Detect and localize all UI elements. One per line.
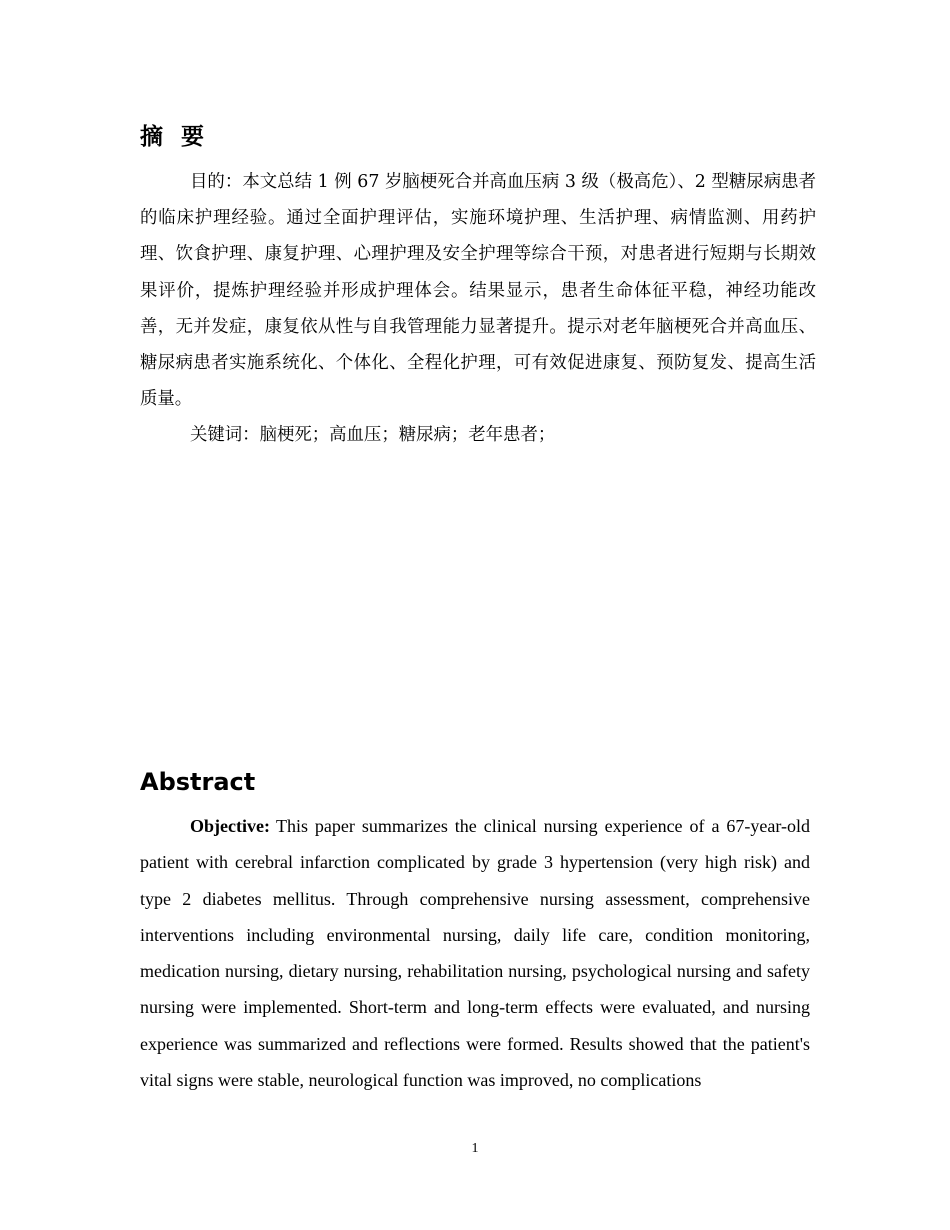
page-number: 1	[471, 1141, 479, 1156]
english-abstract-body	[140, 808, 810, 1098]
english-objective-label: Objective:	[190, 816, 270, 836]
chinese-abstract-heading: 摘要	[140, 124, 222, 150]
english-abstract-heading: Abstract	[140, 768, 256, 796]
english-objective-paragraph	[140, 808, 810, 1098]
chinese-objective-text: 本文总结 1 例 67 岁脑梗死合并高血压病 3 级（极高危）、2 型糖尿病患者的临床护理经验。通过全面护理评估，实施环境护理、生活护理、病情监测、用药护理、饮食护理、康复护理、心理护理及安全护理等综合干预，对患者进行短期与长期效果评价，提炼护理经验并形成护理体会。结果显示，患者生命体征平稳，神经功能改善，无并发症，康复依从性与自我管理能力显著提升。提示对老年脑梗死合并高血压、糖尿病患者实施系统化、个体化、全程化护理，可有效促进康复、预防复发、提高生活质量。	[140, 172, 816, 410]
chinese-objective-label: 目的：	[190, 172, 243, 192]
chinese-keywords-paragraph	[140, 417, 816, 453]
english-objective-text: This paper summarizes the clinical nursing experience of a 67-year-old patient with cerebral infarction complicated by grade 3 hypertension (very high risk) and type 2 diabetes mellitus. Through comprehensive nursing assessment, comprehensive interventions including environmental nursing, daily life care, condition monitoring, medication nursing, dietary nursing, rehabilitation nursing, psychological nursing and safety nursing were implemented. Short-term and long-term effects were evaluated, and nursing experience was summarized and reflections were formed. Results showed that the patient's vital signs were stable, neurological function was improved, no complications	[140, 816, 810, 1091]
chinese-abstract-body	[140, 164, 816, 454]
chinese-objective-paragraph	[140, 164, 816, 417]
chinese-keywords-text: 脑梗死；高血压；糖尿病；老年患者；	[259, 425, 556, 446]
chinese-keywords-label: 关键词：	[190, 425, 260, 446]
